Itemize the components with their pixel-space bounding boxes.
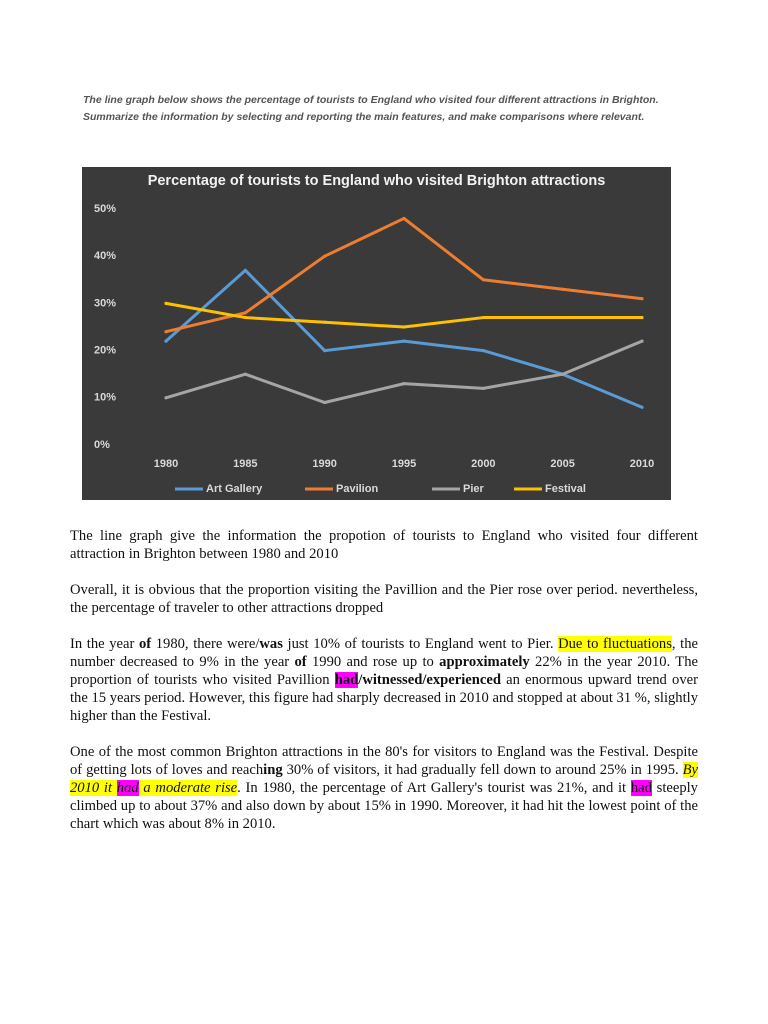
data-point-pier: [402, 382, 405, 385]
data-point-art-gallery: [402, 340, 405, 343]
x-tick-label: 1990: [312, 457, 337, 470]
y-tick-label: 30%: [94, 297, 117, 310]
bold-text: ing: [263, 762, 283, 778]
highlighted-text: had: [334, 672, 359, 688]
data-point-art-gallery: [640, 406, 643, 409]
bold-text: was: [259, 636, 283, 652]
highlighted-text: had: [116, 780, 139, 796]
data-point-festival: [402, 325, 405, 328]
highlighted-text: Due to fluctuations: [558, 636, 672, 652]
text-run: , the number decreased to 9% in the year: [70, 636, 698, 670]
x-tick-label: 2010: [629, 457, 655, 470]
data-point-pier: [323, 401, 326, 404]
series-line-pier: [166, 341, 642, 402]
essay-paragraph-4: [70, 743, 698, 833]
data-point-festival: [482, 316, 485, 319]
x-tick-label: 1985: [233, 457, 258, 470]
essay-body: [70, 527, 698, 851]
y-tick-label: 50%: [94, 202, 117, 215]
text-run: 1990 and rose up to: [306, 654, 440, 670]
task-prompt: The line graph below shows the percentage of tourists to England who visited four different attractions in Brighton. Summarize the information by selecting and reporting the main features, and make comparisons where relevant.: [83, 94, 659, 123]
legend-label-festival: Festival: [545, 482, 586, 495]
data-point-art-gallery: [244, 269, 247, 272]
x-tick-label: 2005: [550, 457, 575, 470]
text-run: 30% of visitors, it had gradually fell down to around 25% in 1995.: [282, 762, 683, 778]
highlighted-text: a moderate rise: [138, 780, 238, 796]
data-point-pavilion: [244, 311, 247, 314]
data-point-pavilion: [482, 278, 485, 281]
text-run: just 10% of tourists to England went to Pier.: [282, 636, 559, 652]
series-line-festival: [166, 303, 642, 327]
bold-text: of: [294, 654, 307, 670]
data-point-festival: [640, 316, 643, 319]
data-point-pavilion: [402, 217, 405, 220]
legend-label-pier: Pier: [463, 482, 484, 495]
data-point-pier: [164, 396, 167, 399]
data-point-festival: [244, 316, 247, 319]
data-point-art-gallery: [323, 349, 326, 352]
bold-text: approximately: [439, 654, 530, 670]
legend-label-pavilion: Pavilion: [336, 482, 379, 495]
data-point-pier: [244, 373, 247, 376]
data-point-pavilion: [561, 288, 564, 291]
bold-text: of: [138, 636, 152, 652]
text-run: One of the most common Brighton attractions in the 80's for visitors to England was the Festival. Despite of getting lots of loves and reach: [70, 744, 698, 778]
data-point-pavilion: [164, 330, 167, 333]
highlighted-text: had: [630, 780, 652, 796]
y-tick-label: 20%: [94, 344, 117, 357]
chart-svg: [82, 167, 671, 500]
text-run: Overall, it is obvious that the proportion visiting the Pavillion and the Pier rose over period. nevertheless, the percentage of traveler to other attractions dropped: [70, 582, 698, 616]
data-point-pier: [561, 373, 564, 376]
y-tick-label: 10%: [94, 391, 117, 404]
y-tick-label: 0%: [94, 438, 110, 451]
x-tick-label: 1995: [391, 457, 417, 470]
legend-label-art-gallery: Art Gallery: [206, 482, 263, 495]
essay-paragraph-3: [70, 635, 698, 725]
data-point-pier: [482, 387, 485, 390]
essay-paragraph-2: [70, 581, 698, 617]
text-run: . In 1980, the percentage of Art Gallery's tourist was 21%, and it: [237, 780, 631, 796]
data-point-festival: [323, 321, 326, 324]
data-point-pavilion: [640, 297, 643, 300]
text-run: The line graph give the information the propotion of tourists to England who visited four different attraction in Brighton between 1980 and 2010: [70, 528, 698, 562]
data-point-pier: [640, 340, 643, 343]
text-run: 1980, there were/: [151, 636, 260, 652]
y-tick-label: 40%: [94, 250, 117, 263]
essay-paragraph-1: [70, 527, 698, 563]
text-run: an enormous upward trend over the 15 years period. However, this figure had sharply decreased in 2010 and stopped at about 31 %, slightly higher than the Festival.: [70, 672, 699, 724]
highlighted-text: By 2010 it: [70, 762, 699, 796]
text-run: In the year: [70, 636, 139, 652]
text-run: steeply climbed up to about 37% and also down by about 15% in 1990. Moreover, it had hit the lowest point of the chart which was about 8% in 2010.: [70, 780, 698, 832]
data-point-festival: [561, 316, 564, 319]
data-point-pavilion: [323, 255, 326, 258]
data-point-festival: [164, 302, 167, 305]
line-chart: [82, 167, 671, 500]
data-point-art-gallery: [482, 349, 485, 352]
x-tick-label: 2000: [471, 457, 496, 470]
x-tick-label: 1980: [153, 457, 179, 470]
text-run: 22% in the year 2010. The proportion of tourists who visited Pavillion: [70, 654, 698, 688]
chart-title: Percentage of tourists to England who visited Brighton attractions: [147, 172, 606, 189]
data-point-art-gallery: [164, 340, 167, 343]
bold-text: /witnessed/experienced: [358, 672, 501, 688]
